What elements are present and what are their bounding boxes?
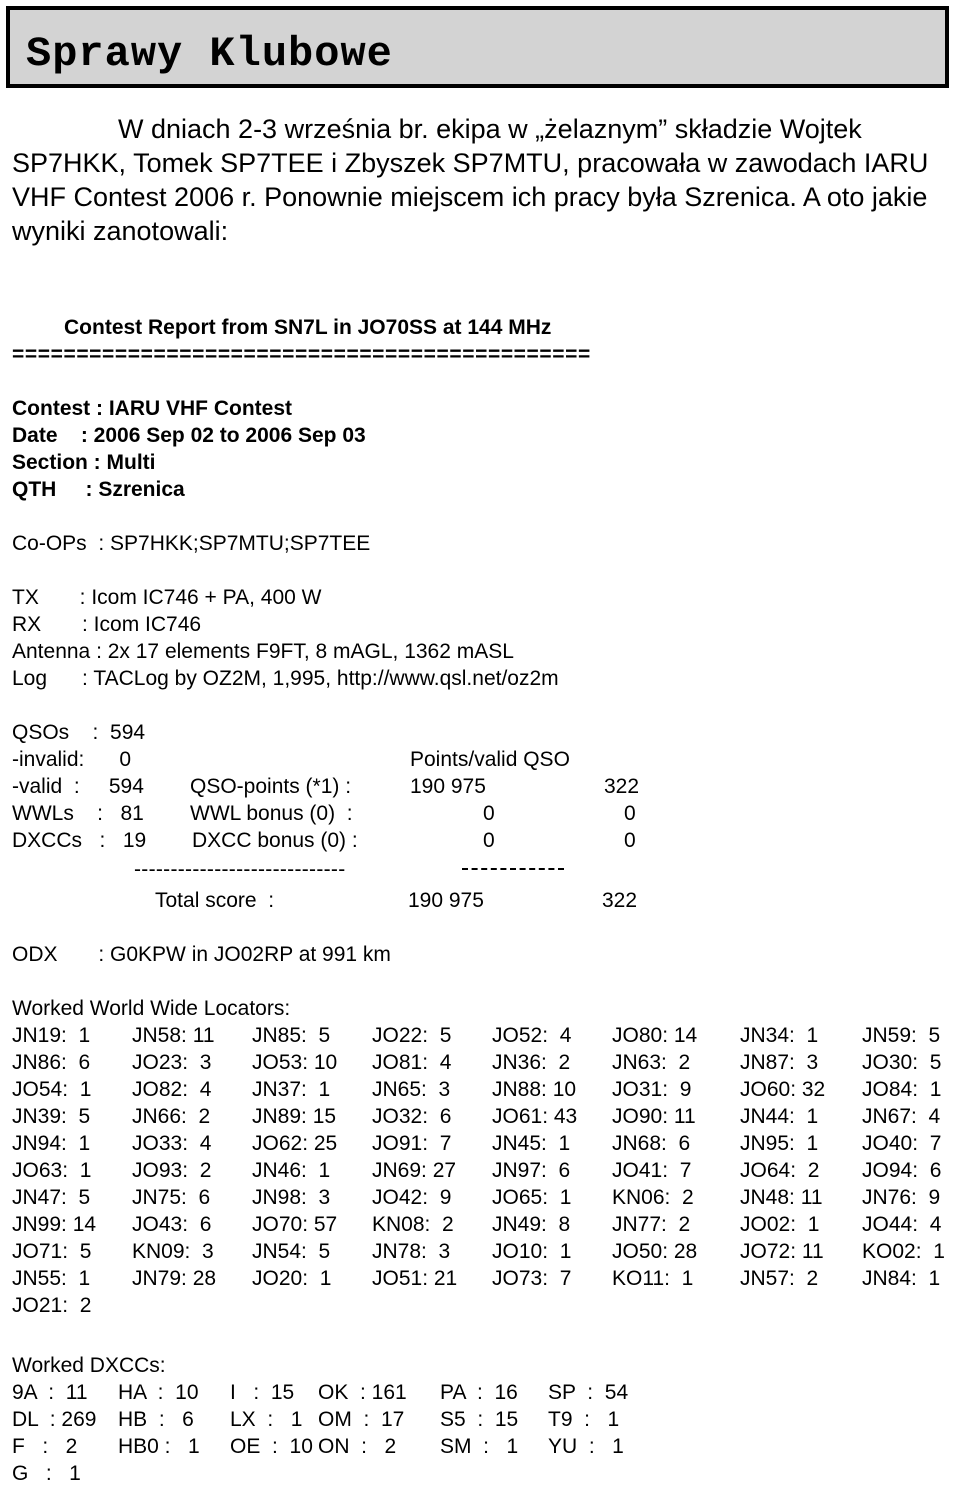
dxcc-cell: SM : 1 (440, 1435, 519, 1458)
dxcc-cell: I : 15 (230, 1381, 295, 1404)
locator-cell: JO30: 5 (862, 1051, 942, 1074)
dxcc-cell: PA : 16 (440, 1381, 518, 1404)
locator-cell: JO43: 6 (132, 1213, 212, 1236)
locator-cell: JO71: 5 (12, 1240, 92, 1263)
locator-cell: KN08: 2 (372, 1213, 454, 1236)
locators-heading: Worked World Wide Locators: (12, 997, 291, 1020)
stats-wwls: WWLs : 81 (12, 802, 144, 825)
stats-points-header: Points/valid QSO (410, 748, 570, 771)
locator-cell: JN97: 6 (492, 1159, 571, 1182)
stats-dxcc-bonus: 0 (483, 829, 495, 852)
report-coops: Co-OPs : SP7HKK;SP7MTU;SP7TEE (12, 532, 371, 555)
dxcc-cell: YU : 1 (548, 1435, 624, 1458)
locator-cell: JO31: 9 (612, 1078, 692, 1101)
stats-valid: -valid : 594 (12, 775, 144, 798)
locator-cell: JO61: 43 (492, 1105, 578, 1128)
dxcc-cell: ON : 2 (318, 1435, 397, 1458)
stats-dxccs: DXCCs : 19 (12, 829, 147, 852)
locator-cell: JN84: 1 (862, 1267, 941, 1290)
locator-cell: JO32: 6 (372, 1105, 452, 1128)
stats-qsos: QSOs : 594 (12, 721, 146, 744)
dxcc-cell: 9A : 11 (12, 1381, 88, 1404)
locator-cell: JN66: 2 (132, 1105, 211, 1128)
dxcc-cell: OK : 161 (318, 1381, 407, 1404)
locator-cell: JN86: 6 (12, 1051, 91, 1074)
locator-cell: JO60: 32 (740, 1078, 826, 1101)
locator-cell: JN75: 6 (132, 1186, 211, 1209)
dxcc-cell: OM : 17 (318, 1408, 405, 1431)
locator-cell: JN54: 5 (252, 1240, 331, 1263)
locator-cell: JO33: 4 (132, 1132, 212, 1155)
stats-total-label: Total score : (155, 889, 275, 912)
stats-qso-points-per: 322 (604, 775, 640, 798)
report-date: Date : 2006 Sep 02 to 2006 Sep 03 (12, 424, 366, 447)
locator-cell: JO94: 6 (862, 1159, 942, 1182)
stats-separator: ----------------------------- (134, 858, 346, 881)
locator-cell: JN48: 11 (740, 1186, 823, 1209)
locator-cell: JN49: 8 (492, 1213, 571, 1236)
report-antenna: Antenna : 2x 17 elements F9FT, 8 mAGL, 1362 mASL (12, 640, 514, 663)
locator-cell: JO52: 4 (492, 1024, 572, 1047)
dxcc-cell: T9 : 1 (548, 1408, 620, 1431)
stats-wwl-bonus-per: 0 (624, 802, 636, 825)
locator-cell: JN78: 3 (372, 1240, 451, 1263)
locator-cell: JO73: 7 (492, 1267, 572, 1290)
dxcc-cell: SP : 54 (548, 1381, 629, 1404)
locator-cell: JO42: 9 (372, 1186, 452, 1209)
locator-cell: JO81: 4 (372, 1051, 452, 1074)
locator-cell: JN45: 1 (492, 1132, 571, 1155)
locator-cell: JO90: 11 (612, 1105, 696, 1128)
locator-cell: JO02: 1 (740, 1213, 820, 1236)
report-qth: QTH : Szrenica (12, 478, 185, 501)
stats-odx: ODX : G0KPW in JO02RP at 991 km (12, 943, 391, 966)
locator-cell: JN77: 2 (612, 1213, 691, 1236)
stats-separator-dash (462, 868, 564, 870)
dxcc-cell: HB : 6 (118, 1408, 194, 1431)
locator-cell: JN94: 1 (12, 1132, 91, 1155)
stats-wwl-bonus: 0 (483, 802, 495, 825)
locator-cell: JN79: 28 (132, 1267, 217, 1290)
dxcc-cell: HB0 : 1 (118, 1435, 200, 1458)
locator-cell: JO20: 1 (252, 1267, 332, 1290)
intro-text: W dniach 2-3 września br. ekipa w „żelaznym” składzie Wojtek SP7HKK, Tomek SP7TEE i Zbyszek SP7MTU, pracowała w zawodach IARU VHF Contest 2006 r. Ponownie miejscem ich pracy była Szrenica. A oto jakie wyniki zanotowali: (12, 114, 929, 246)
locator-cell: JN69: 27 (372, 1159, 457, 1182)
locator-cell: JN59: 5 (862, 1024, 941, 1047)
locator-cell: JO82: 4 (132, 1078, 212, 1101)
dxcc-cell: F : 2 (12, 1435, 78, 1458)
locator-cell: JN87: 3 (740, 1051, 819, 1074)
report-contest: Contest : IARU VHF Contest (12, 397, 292, 420)
locator-cell: JO72: 11 (740, 1240, 824, 1263)
locator-cell: KO02: 1 (862, 1240, 945, 1263)
locator-cell: JN44: 1 (740, 1105, 819, 1128)
locator-cell: JN76: 9 (862, 1186, 941, 1209)
locator-cell: JN85: 5 (252, 1024, 331, 1047)
locator-cell: KN09: 3 (132, 1240, 214, 1263)
header-box (6, 6, 949, 88)
stats-qso-points-label: QSO-points (*1) : (190, 775, 352, 798)
locator-cell: JO62: 25 (252, 1132, 338, 1155)
locator-cell: JN37: 1 (252, 1078, 331, 1101)
locator-cell: JO21: 2 (12, 1294, 92, 1317)
stats-total-per: 322 (602, 889, 638, 912)
locator-cell: JN36: 2 (492, 1051, 571, 1074)
report-rx: RX : Icom IC746 (12, 613, 202, 636)
locator-cell: JN99: 14 (12, 1213, 97, 1236)
intro-paragraph (12, 112, 942, 248)
locator-cell: JO40: 7 (862, 1132, 942, 1155)
locator-cell: JO53: 10 (252, 1051, 338, 1074)
locator-cell: JO93: 2 (132, 1159, 212, 1182)
locator-cell: JN65: 3 (372, 1078, 451, 1101)
locator-cell: JO70: 57 (252, 1213, 338, 1236)
locator-cell: JN55: 1 (12, 1267, 91, 1290)
stats-invalid: -invalid: 0 (12, 748, 132, 771)
locator-cell: JO50: 28 (612, 1240, 698, 1263)
stats-qso-points: 190 975 (410, 775, 486, 798)
report-log: Log : TACLog by OZ2M, 1,995, http://www.qsl.net/oz2m (12, 667, 559, 690)
dxcc-cell: LX : 1 (230, 1408, 303, 1431)
locator-cell: JO65: 1 (492, 1186, 572, 1209)
dxcc-cell: G : 1 (12, 1462, 81, 1485)
locator-cell: JO91: 7 (372, 1132, 452, 1155)
locator-cell: JN34: 1 (740, 1024, 819, 1047)
locator-cell: JN88: 10 (492, 1078, 577, 1101)
locator-cell: JN46: 1 (252, 1159, 331, 1182)
locator-cell: JN58: 11 (132, 1024, 215, 1047)
locator-cell: JO54: 1 (12, 1078, 92, 1101)
dxcc-cell: DL : 269 (12, 1408, 97, 1431)
dxcc-cell: OE : 10 (230, 1435, 313, 1458)
report-title: Contest Report from SN7L in JO70SS at 144 MHz (64, 316, 552, 339)
locator-cell: KO11: 1 (612, 1267, 694, 1290)
locator-cell: JN68: 6 (612, 1132, 691, 1155)
dxcc-cell: S5 : 15 (440, 1408, 519, 1431)
locator-cell: JN19: 1 (12, 1024, 91, 1047)
locator-cell: JN98: 3 (252, 1186, 331, 1209)
report-section: Section : Multi (12, 451, 156, 474)
stats-dxcc-bonus-per: 0 (624, 829, 636, 852)
locator-cell: JO84: 1 (862, 1078, 942, 1101)
report-rule: ============================================= (12, 343, 591, 366)
locator-cell: JN47: 5 (12, 1186, 91, 1209)
locator-cell: JN57: 2 (740, 1267, 819, 1290)
locator-cell: JO44: 4 (862, 1213, 942, 1236)
locator-cell: JN67: 4 (862, 1105, 941, 1128)
report-tx: TX : Icom IC746 + PA, 400 W (12, 586, 322, 609)
dxcc-cell: HA : 10 (118, 1381, 199, 1404)
stats-dxcc-bonus-label: DXCC bonus (0) : (192, 829, 358, 852)
locator-cell: JO63: 1 (12, 1159, 92, 1182)
locator-cell: JO64: 2 (740, 1159, 820, 1182)
locator-cell: KN06: 2 (612, 1186, 694, 1209)
stats-total: 190 975 (408, 889, 484, 912)
locator-cell: JO41: 7 (612, 1159, 692, 1182)
locator-cell: JN95: 1 (740, 1132, 819, 1155)
dxccs-heading: Worked DXCCs: (12, 1354, 166, 1377)
locator-cell: JO22: 5 (372, 1024, 452, 1047)
locator-cell: JO80: 14 (612, 1024, 698, 1047)
locator-cell: JO23: 3 (132, 1051, 212, 1074)
locator-cell: JN39: 5 (12, 1105, 91, 1128)
locator-cell: JO51: 21 (372, 1267, 458, 1290)
page-title: Sprawy Klubowe (26, 30, 393, 78)
locator-cell: JO10: 1 (492, 1240, 572, 1263)
locator-cell: JN89: 15 (252, 1105, 337, 1128)
stats-wwl-bonus-label: WWL bonus (0) : (190, 802, 353, 825)
locator-cell: JN63: 2 (612, 1051, 691, 1074)
